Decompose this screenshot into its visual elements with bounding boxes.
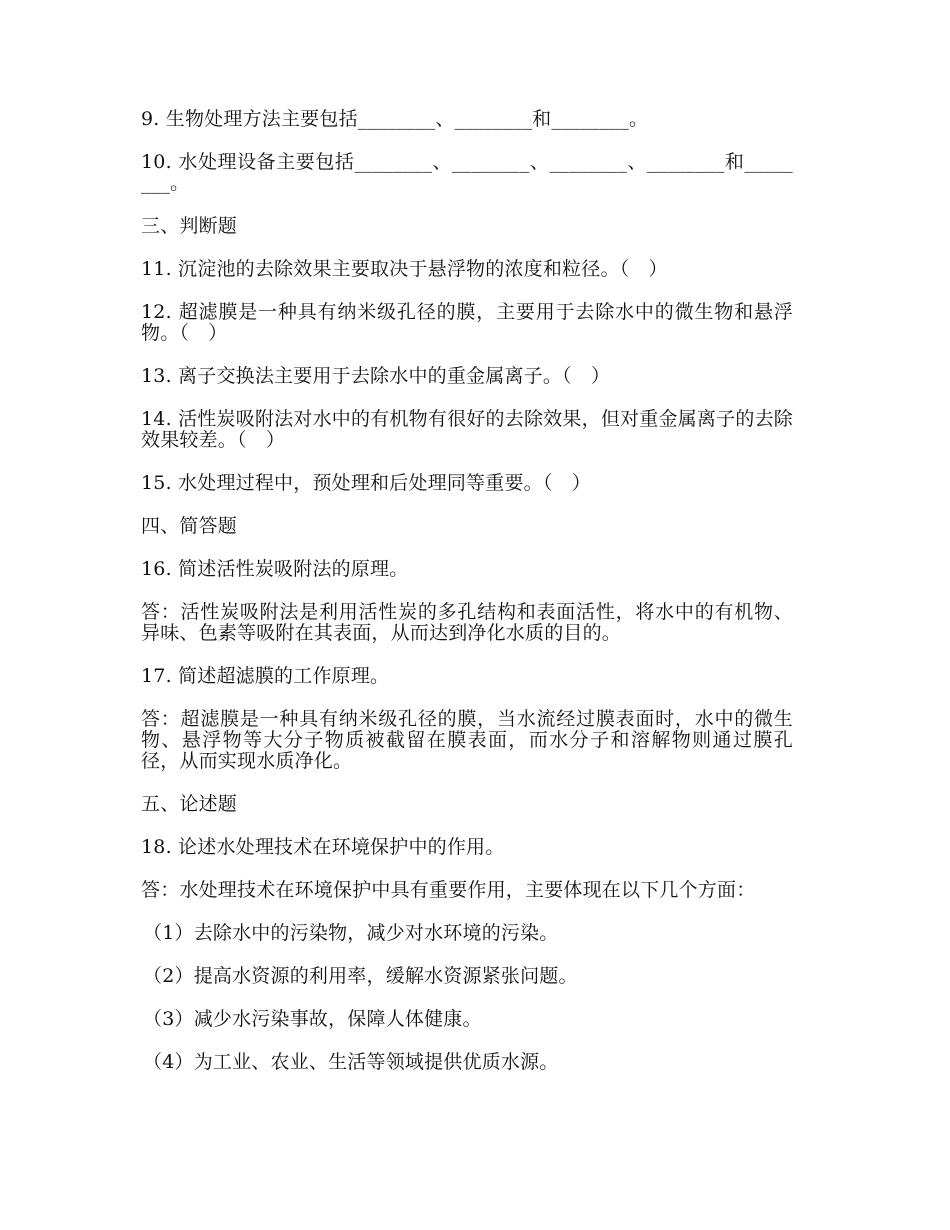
section-heading-short-answer: 四、简答题 xyxy=(141,515,238,537)
section-heading-true-false: 三、判断题 xyxy=(141,215,238,237)
answer-18-point-3: （3）减少水污染事故，保障人体健康。 xyxy=(143,1008,482,1030)
answer-18: 答：水处理技术在环境保护中具有重要作用，主要体现在以下几个方面： xyxy=(141,879,756,901)
question-9: 9. 生物处理方法主要包括________、________和________。 xyxy=(141,108,649,130)
answer-16: 答：活性炭吸附法是利用活性炭的多孔结构和表面活性，将水中的有机物、异味、色素等吸附在其表面，从而达到净化水质的目的。 xyxy=(141,601,793,644)
question-16: 16. 简述活性炭吸附法的原理。 xyxy=(141,558,409,580)
section-heading-essay: 五、论述题 xyxy=(141,793,238,815)
answer-18-point-2: （2）提高水资源的利用率，缓解水资源紧张问题。 xyxy=(143,965,578,987)
question-14: 14. 活性炭吸附法对水中的有机物有很好的去除效果，但对重金属离子的去除效果较差。（ ） xyxy=(141,408,793,451)
answer-18-point-1: （1）去除水中的污染物，减少对水环境的污染。 xyxy=(143,922,559,944)
answer-18-point-4: （4）为工业、农业、生活等领域提供优质水源。 xyxy=(143,1051,559,1073)
question-11: 11. 沉淀池的去除效果主要取决于悬浮物的浓度和粒径。（ ） xyxy=(141,258,668,280)
question-10: 10. 水处理设备主要包括________、________、________、________和________。 xyxy=(141,151,793,194)
document-page xyxy=(141,109,793,1095)
question-13: 13. 离子交换法主要用于去除水中的重金属离子。（ ） xyxy=(141,365,611,387)
question-15: 15. 水处理过程中，预处理和后处理同等重要。（ ） xyxy=(141,472,591,494)
question-12: 12. 超滤膜是一种具有纳米级孔径的膜，主要用于去除水中的微生物和悬浮物。（ ） xyxy=(141,301,793,344)
answer-17: 答：超滤膜是一种具有纳米级孔径的膜，当水流经过膜表面时，水中的微生物、悬浮物等大分子物质被截留在膜表面，而水分子和溶解物则通过膜孔径，从而实现水质净化。 xyxy=(141,708,793,772)
question-18: 18. 论述水处理技术在环境保护中的作用。 xyxy=(141,836,505,858)
question-17: 17. 简述超滤膜的工作原理。 xyxy=(141,665,390,687)
